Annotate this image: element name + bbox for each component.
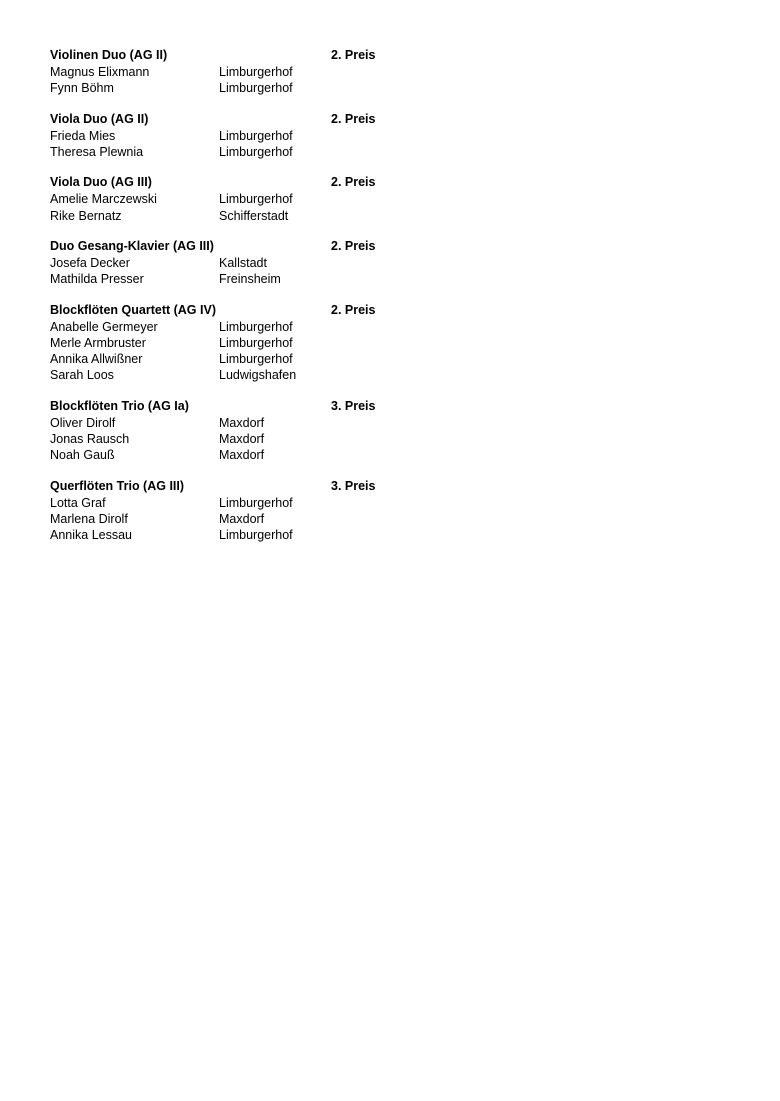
member-row <box>50 271 470 287</box>
member-row <box>50 255 470 271</box>
ensemble-header <box>50 302 470 319</box>
member-name: Frieda Mies <box>50 128 116 143</box>
results-list <box>50 47 470 557</box>
member-city: Limburgerhof <box>219 352 293 367</box>
member-name: Sarah Loos <box>50 368 114 383</box>
member-city: Maxdorf <box>219 431 265 446</box>
member-name: Oliver Dirolf <box>50 415 116 430</box>
member-city: Limburgerhof <box>219 319 293 334</box>
ensemble-title: Duo Gesang-Klavier (AG III) <box>50 239 214 254</box>
member-city: Ludwigshafen <box>219 368 297 383</box>
ensemble-header <box>50 398 470 415</box>
member-row <box>50 191 470 207</box>
ensemble-title: Violinen Duo (AG II) <box>50 48 168 62</box>
ensemble-entry <box>50 302 470 384</box>
member-row <box>50 415 470 431</box>
ensemble-entry <box>50 478 470 544</box>
ensemble-title: Viola Duo (AG III) <box>50 175 152 190</box>
member-row <box>50 511 470 527</box>
member-row <box>50 144 470 160</box>
member-name: Merle Armbruster <box>50 335 146 350</box>
member-name: Theresa Plewnia <box>50 144 144 159</box>
member-name: Annika Allwißner <box>50 352 143 367</box>
member-name: Noah Gauß <box>50 448 115 463</box>
member-row <box>50 64 470 80</box>
prize-label: 2. Preis <box>331 175 376 190</box>
ensemble-title: Blockflöten Trio (AG Ia) <box>50 398 189 413</box>
prize-label: 3. Preis <box>331 398 376 413</box>
member-name: Lotta Graf <box>50 495 106 510</box>
member-city: Limburgerhof <box>219 65 293 79</box>
member-city: Limburgerhof <box>219 192 293 207</box>
prize-label: 2. Preis <box>331 239 376 254</box>
member-city: Schifferstadt <box>219 208 289 223</box>
ensemble-entry <box>50 398 470 464</box>
ensemble-header <box>50 47 470 64</box>
member-city: Maxdorf <box>219 448 265 463</box>
prize-label: 3. Preis <box>331 478 376 493</box>
member-row <box>50 527 470 543</box>
member-name: Amelie Marczewski <box>50 192 157 207</box>
member-name: Fynn Böhm <box>50 81 114 96</box>
member-name: Anabelle Germeyer <box>50 319 158 334</box>
member-city: Limburgerhof <box>219 335 293 350</box>
ensemble-header <box>50 478 470 495</box>
member-name: Magnus Elixmann <box>50 65 150 79</box>
member-row <box>50 431 470 447</box>
member-city: Freinsheim <box>219 272 281 287</box>
prize-label: 2. Preis <box>331 111 376 126</box>
member-name: Rike Bernatz <box>50 208 122 223</box>
member-city: Limburgerhof <box>219 128 293 143</box>
member-city: Kallstadt <box>219 256 267 271</box>
member-name: Mathilda Presser <box>50 272 144 287</box>
member-name: Annika Lessau <box>50 527 133 542</box>
member-city: Limburgerhof <box>219 495 293 510</box>
ensemble-header <box>50 111 470 128</box>
member-row <box>50 80 470 96</box>
ensemble-header <box>50 174 470 191</box>
member-city: Limburgerhof <box>219 144 293 159</box>
member-city: Maxdorf <box>219 415 265 430</box>
ensemble-entry <box>50 174 470 223</box>
ensemble-title: Viola Duo (AG II) <box>50 111 149 126</box>
member-name: Josefa Decker <box>50 256 130 271</box>
member-city: Maxdorf <box>219 511 265 526</box>
prize-label: 2. Preis <box>331 48 376 62</box>
ensemble-title: Blockflöten Quartett (AG IV) <box>50 302 216 317</box>
member-row <box>50 335 470 351</box>
ensemble-header <box>50 238 470 255</box>
member-city: Limburgerhof <box>219 81 293 96</box>
ensemble-entry <box>50 111 470 160</box>
ensemble-title: Querflöten Trio (AG III) <box>50 478 185 493</box>
member-name: Marlena Dirolf <box>50 511 128 526</box>
member-city: Limburgerhof <box>219 527 293 542</box>
ensemble-entry <box>50 238 470 287</box>
member-row <box>50 367 470 383</box>
member-row <box>50 128 470 144</box>
member-row <box>50 208 470 224</box>
member-row <box>50 495 470 511</box>
member-row <box>50 319 470 335</box>
member-name: Jonas Rausch <box>50 431 130 446</box>
prize-label: 2. Preis <box>331 302 376 317</box>
ensemble-entry <box>50 47 470 96</box>
member-row <box>50 351 470 367</box>
member-row <box>50 447 470 463</box>
